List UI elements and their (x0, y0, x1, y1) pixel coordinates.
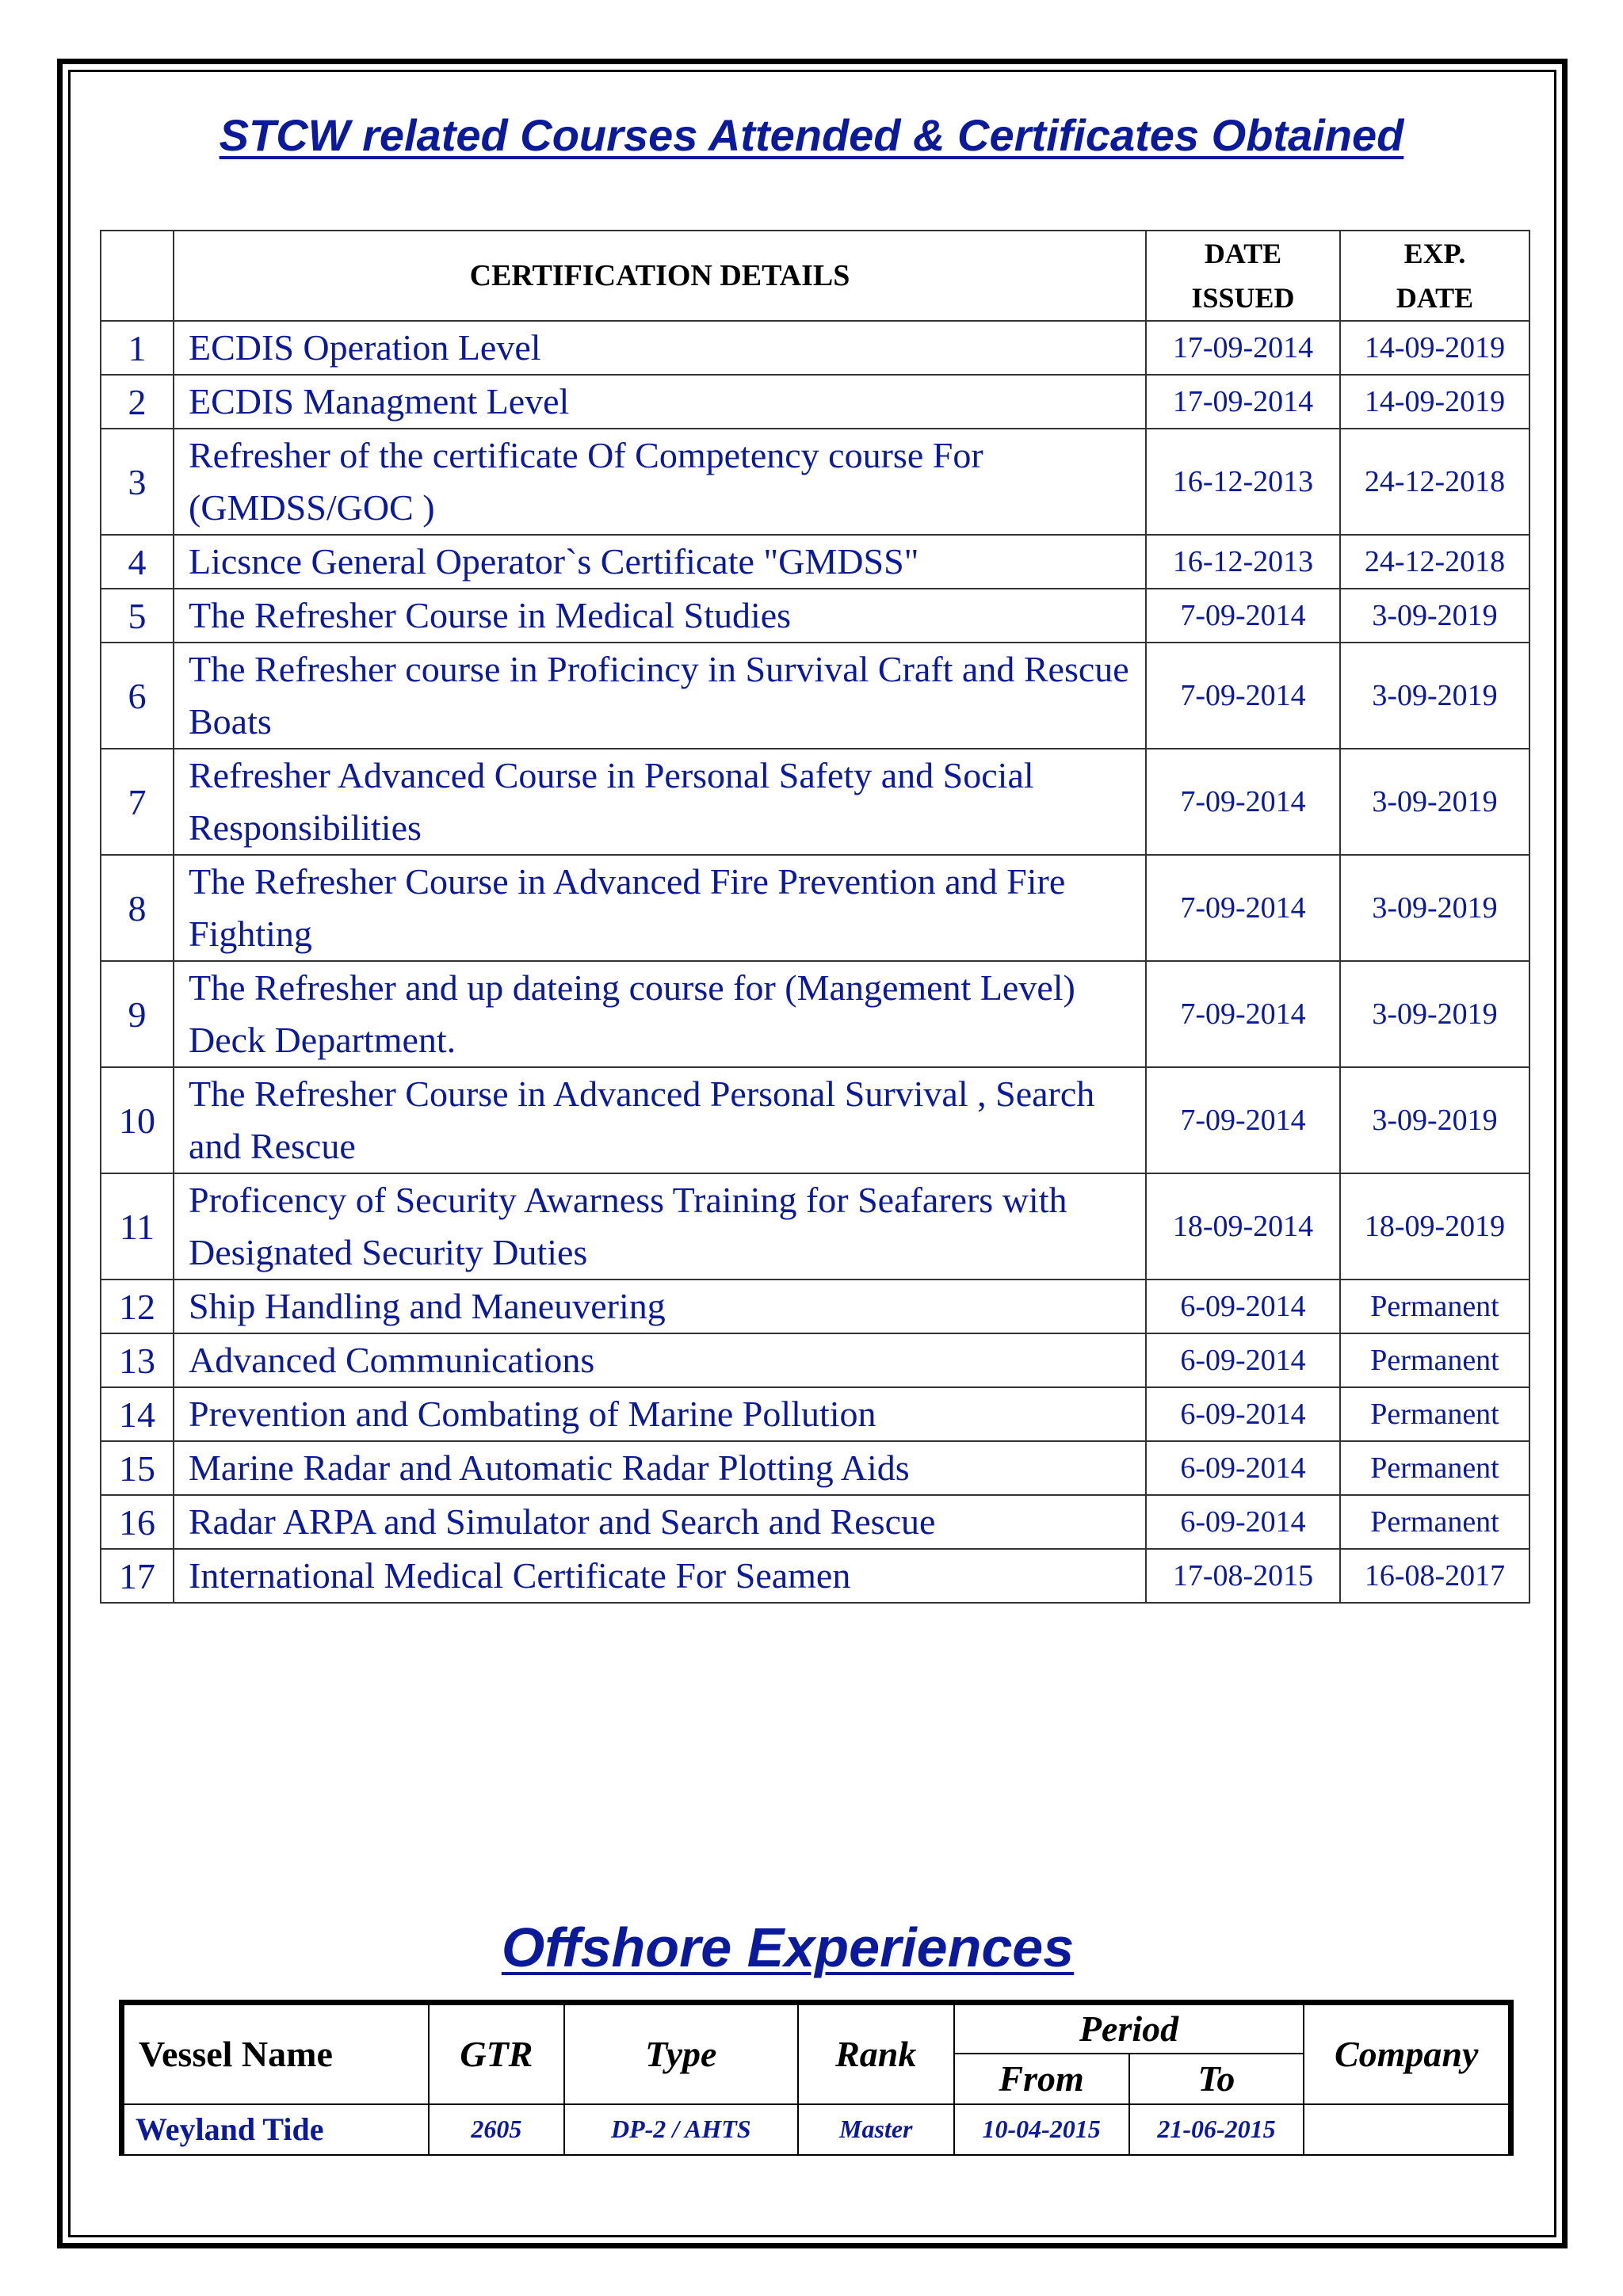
row-number: 14 (101, 1387, 174, 1441)
expiry-date: 3-09-2019 (1340, 961, 1529, 1067)
expiry-date: 3-09-2019 (1340, 589, 1529, 643)
date-issued: 7-09-2014 (1146, 749, 1340, 855)
certification-details-header: CERTIFICATION DETAILS (174, 231, 1146, 321)
rank-header: Rank (798, 2003, 954, 2104)
row-number: 4 (101, 535, 174, 589)
expiry-date: 14-09-2019 (1340, 375, 1529, 429)
vessel-company (1304, 2104, 1510, 2155)
expiry-date: Permanent (1340, 1441, 1529, 1495)
expiry-date: Permanent (1340, 1495, 1529, 1549)
exp-date-header-line2: DATE (1396, 282, 1474, 314)
row-number: 2 (101, 375, 174, 429)
date-issued-header (1146, 231, 1340, 321)
row-number: 11 (101, 1173, 174, 1280)
date-issued: 17-08-2015 (1146, 1549, 1340, 1603)
certificate-description: The Refresher course in Proficincy in Survival Craft and Rescue Boats (174, 643, 1146, 749)
expiry-date: 3-09-2019 (1340, 855, 1529, 961)
row-number: 15 (101, 1441, 174, 1495)
table-row (101, 749, 1529, 855)
row-number: 8 (101, 855, 174, 961)
certificates-table (100, 230, 1530, 1604)
row-number: 5 (101, 589, 174, 643)
certificate-description: International Medical Certificate For Seamen (174, 1549, 1146, 1603)
row-number: 7 (101, 749, 174, 855)
expiry-date: Permanent (1340, 1387, 1529, 1441)
number-header (101, 231, 174, 321)
row-number: 9 (101, 961, 174, 1067)
date-issued: 6-09-2014 (1146, 1387, 1340, 1441)
vessel-name: Weyland Tide (122, 2104, 430, 2155)
date-issued: 6-09-2014 (1146, 1495, 1340, 1549)
certificate-description: Proficency of Security Awarness Training for Seafarers with Designated Security Duties (174, 1173, 1146, 1280)
certificate-description: Licsnce General Operator`s Certificate "GMDSS" (174, 535, 1146, 589)
table-row (101, 855, 1529, 961)
expiry-date: 24-12-2018 (1340, 429, 1529, 535)
certificate-description: The Refresher Course in Advanced Personal Survival , Search and Rescue (174, 1067, 1146, 1173)
date-issued: 7-09-2014 (1146, 643, 1340, 749)
date-issued: 7-09-2014 (1146, 589, 1340, 643)
offshore-header-row-1 (122, 2003, 1511, 2054)
certificate-description: Radar ARPA and Simulator and Search and Rescue (174, 1495, 1146, 1549)
table-row (101, 1495, 1529, 1549)
table-row (101, 589, 1529, 643)
table-row (101, 429, 1529, 535)
table-row (101, 643, 1529, 749)
row-number: 13 (101, 1333, 174, 1387)
certificate-description: Ship Handling and Maneuvering (174, 1280, 1146, 1333)
row-number: 10 (101, 1067, 174, 1173)
table-row (101, 321, 1529, 375)
expiry-date: 3-09-2019 (1340, 1067, 1529, 1173)
expiry-date: 14-09-2019 (1340, 321, 1529, 375)
expiry-date: 18-09-2019 (1340, 1173, 1529, 1280)
period-to-header: To (1129, 2054, 1304, 2104)
certificate-description: Marine Radar and Automatic Radar Plotting Aids (174, 1441, 1146, 1495)
period-from: 10-04-2015 (954, 2104, 1129, 2155)
table-row (101, 1549, 1529, 1603)
type-header: Type (564, 2003, 798, 2104)
certificate-description: Refresher Advanced Course in Personal Safety and Social Responsibilities (174, 749, 1146, 855)
certificate-description: The Refresher and up dateing course for (Mangement Level) Deck Department. (174, 961, 1146, 1067)
vessel-type: DP-2 / AHTS (564, 2104, 798, 2155)
certificates-header-row (101, 231, 1529, 321)
period-from-header: From (954, 2054, 1129, 2104)
row-number: 3 (101, 429, 174, 535)
date-issued: 18-09-2014 (1146, 1173, 1340, 1280)
expiry-date: Permanent (1340, 1280, 1529, 1333)
certificate-description: ECDIS Managment Level (174, 375, 1146, 429)
certificate-description: Refresher of the certificate Of Competency course For (GMDSS/GOC ) (174, 429, 1146, 535)
row-number: 12 (101, 1280, 174, 1333)
exp-date-header-line1: EXP. (1403, 238, 1466, 269)
table-row (122, 2104, 1511, 2155)
vessel-rank: Master (798, 2104, 954, 2155)
table-row (101, 1173, 1529, 1280)
date-issued: 6-09-2014 (1146, 1333, 1340, 1387)
certificate-description: The Refresher Course in Medical Studies (174, 589, 1146, 643)
row-number: 16 (101, 1495, 174, 1549)
row-number: 6 (101, 643, 174, 749)
certificate-description: ECDIS Operation Level (174, 321, 1146, 375)
date-issued: 7-09-2014 (1146, 855, 1340, 961)
expiry-date: 16-08-2017 (1340, 1549, 1529, 1603)
expiry-date: 3-09-2019 (1340, 749, 1529, 855)
date-issued: 7-09-2014 (1146, 1067, 1340, 1173)
date-issued: 7-09-2014 (1146, 961, 1340, 1067)
date-issued-header-line1: DATE (1204, 238, 1282, 269)
table-row (101, 961, 1529, 1067)
certificate-description: The Refresher Course in Advanced Fire Prevention and Fire Fighting (174, 855, 1146, 961)
date-issued-header-line2: ISSUED (1191, 282, 1295, 314)
table-row (101, 1067, 1529, 1173)
expiry-date: 3-09-2019 (1340, 643, 1529, 749)
period-to: 21-06-2015 (1129, 2104, 1304, 2155)
expiry-date: 24-12-2018 (1340, 535, 1529, 589)
vessel-name-header: Vessel Name (122, 2003, 430, 2104)
table-row (101, 1333, 1529, 1387)
date-issued: 17-09-2014 (1146, 375, 1340, 429)
offshore-section-title: Offshore Experiences (501, 1917, 1075, 1978)
table-row (101, 375, 1529, 429)
date-issued: 16-12-2013 (1146, 429, 1340, 535)
date-issued: 17-09-2014 (1146, 321, 1340, 375)
row-number: 17 (101, 1549, 174, 1603)
gtr-header: GTR (429, 2003, 564, 2104)
certificate-description: Prevention and Combating of Marine Pollution (174, 1387, 1146, 1441)
table-row (101, 1387, 1529, 1441)
expiry-date: Permanent (1340, 1333, 1529, 1387)
exp-date-header (1340, 231, 1529, 321)
company-header: Company (1304, 2003, 1510, 2104)
vessel-gtr: 2605 (429, 2104, 564, 2155)
table-row (101, 1441, 1529, 1495)
certificate-description: Advanced Communications (174, 1333, 1146, 1387)
stcw-section-title: STCW related Courses Attended & Certificates Obtained (219, 110, 1404, 160)
table-row (101, 1280, 1529, 1333)
offshore-experience-table (119, 2000, 1514, 2156)
date-issued: 6-09-2014 (1146, 1441, 1340, 1495)
row-number: 1 (101, 321, 174, 375)
period-header: Period (954, 2003, 1304, 2054)
date-issued: 6-09-2014 (1146, 1280, 1340, 1333)
date-issued: 16-12-2013 (1146, 535, 1340, 589)
table-row (101, 535, 1529, 589)
